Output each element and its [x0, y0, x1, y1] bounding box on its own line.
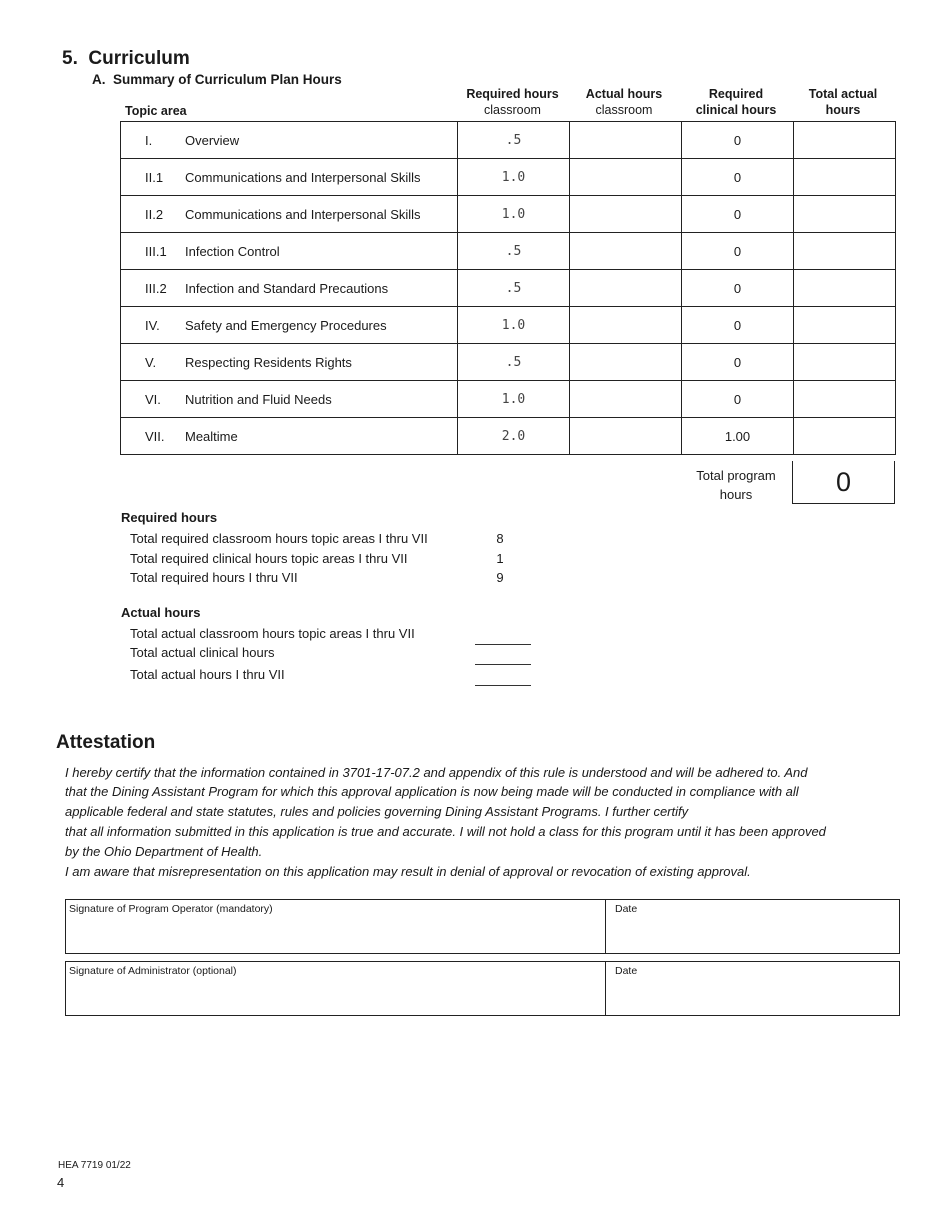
total-program-value[interactable]: 0: [792, 461, 895, 504]
topic-name: Infection and Standard Precautions: [185, 280, 389, 296]
required-classroom-cell[interactable]: .5: [458, 233, 570, 270]
curriculum-row: [121, 344, 896, 381]
curriculum-row: [121, 122, 896, 159]
topic-cell: [121, 418, 458, 455]
operator-date-field[interactable]: Date: [606, 900, 900, 954]
actual-classroom-cell[interactable]: [570, 344, 682, 381]
topic-area-header: Topic area: [125, 104, 187, 118]
actual-classroom-header: Actual hours classroom: [585, 87, 663, 117]
required-clinical-cell[interactable]: 0: [682, 270, 794, 307]
total-actual-cell[interactable]: [794, 307, 896, 344]
topic-name: Overview: [185, 132, 240, 148]
actual-classroom-cell[interactable]: [570, 196, 682, 233]
topic-number: I.: [145, 132, 153, 148]
required-clinical-header: Required clinical hours: [695, 87, 777, 117]
attestation-title: Attestation: [56, 732, 156, 753]
topic-number: II.2: [145, 206, 164, 222]
actual-classroom-cell[interactable]: [570, 307, 682, 344]
act-total-field[interactable]: [475, 685, 531, 686]
required-clinical-cell[interactable]: 0: [682, 196, 794, 233]
total-actual-cell[interactable]: [794, 381, 896, 418]
actual-classroom-cell[interactable]: [570, 233, 682, 270]
required-classroom-cell[interactable]: .5: [458, 270, 570, 307]
curriculum-row: [121, 270, 896, 307]
page-number: 4: [57, 1175, 65, 1190]
operator-signature-field[interactable]: Signature of Program Operator (mandatory): [66, 900, 606, 954]
act-classroom-field[interactable]: [475, 644, 531, 645]
topic-name: Mealtime: [185, 428, 238, 444]
required-classroom-cell[interactable]: .5: [458, 122, 570, 159]
total-actual-cell[interactable]: [794, 159, 896, 196]
actual-classroom-cell[interactable]: [570, 270, 682, 307]
curriculum-row: [121, 307, 896, 344]
total-actual-header: Total actual hours: [808, 87, 878, 117]
required-classroom-cell[interactable]: 1.0: [458, 307, 570, 344]
total-actual-cell[interactable]: [794, 233, 896, 270]
act-classroom-label: Total actual classroom hours topic areas I thru VII: [130, 626, 415, 641]
form-code: HEA 7719 01/22: [58, 1160, 131, 1171]
subsection-title: A. Summary of Curriculum Plan Hours: [92, 72, 342, 87]
topic-number: IV.: [145, 317, 160, 333]
topic-cell: [121, 381, 458, 418]
act-clinical-field[interactable]: [475, 664, 531, 665]
total-actual-cell[interactable]: [794, 122, 896, 159]
req-classroom-value: 8: [496, 531, 504, 546]
required-clinical-cell[interactable]: 0: [682, 381, 794, 418]
attestation-line: that all information submitted in this application is true and accurate. I will not hold a class for this program until it has been approved: [65, 824, 826, 839]
topic-number: VII.: [145, 428, 165, 444]
attestation-line: applicable federal and state statutes, rules and policies governing Dining Assistant Programs. I further certify: [65, 804, 689, 819]
act-clinical-label: Total actual clinical hours: [130, 645, 275, 660]
actual-classroom-cell[interactable]: [570, 122, 682, 159]
admin-signature-field[interactable]: Signature of Administrator (optional): [66, 962, 606, 1016]
required-clinical-cell[interactable]: 0: [682, 344, 794, 381]
section-title: 5. Curriculum: [62, 48, 190, 69]
topic-name: Nutrition and Fluid Needs: [185, 391, 332, 407]
topic-cell: [121, 159, 458, 196]
req-clinical-value: 1: [496, 551, 504, 566]
total-actual-cell[interactable]: [794, 270, 896, 307]
required-classroom-cell[interactable]: 1.0: [458, 159, 570, 196]
total-program-label: Total program hours: [696, 468, 776, 502]
attestation-line: that the Dining Assistant Program for which this approval application is now being made will be conducted in compliance with all: [65, 784, 799, 799]
curriculum-row: [121, 381, 896, 418]
curriculum-row: [121, 159, 896, 196]
topic-number: VI.: [145, 391, 161, 407]
actual-hours-title: Actual hours: [121, 605, 201, 620]
curriculum-row: [121, 233, 896, 270]
req-classroom-label: Total required classroom hours topic areas I thru VII: [130, 531, 428, 546]
actual-classroom-cell[interactable]: [570, 159, 682, 196]
topic-cell: [121, 270, 458, 307]
required-clinical-cell[interactable]: 0: [682, 159, 794, 196]
required-clinical-cell[interactable]: 0: [682, 307, 794, 344]
topic-number: V.: [145, 354, 157, 370]
topic-name: Communications and Interpersonal Skills: [185, 206, 421, 222]
topic-cell: [121, 122, 458, 159]
total-actual-cell[interactable]: [794, 196, 896, 233]
attestation-line: by the Ohio Department of Health.: [65, 844, 263, 859]
topic-cell: [121, 233, 458, 270]
required-clinical-cell[interactable]: 0: [682, 122, 794, 159]
topic-number: III.2: [145, 280, 167, 296]
attestation-line: I hereby certify that the information contained in 3701-17-07.2 and appendix of this rule is understood and will be adhered to. And: [65, 765, 808, 780]
act-total-label: Total actual hours I thru VII: [130, 667, 285, 682]
admin-signature-box: [65, 961, 900, 1016]
required-classroom-cell[interactable]: 1.0: [458, 381, 570, 418]
required-classroom-cell[interactable]: 2.0: [458, 418, 570, 455]
req-clinical-label: Total required clinical hours topic areas I thru VII: [130, 551, 408, 566]
topic-name: Safety and Emergency Procedures: [185, 317, 387, 333]
req-total-label: Total required hours I thru VII: [130, 570, 298, 585]
curriculum-row: [121, 418, 896, 455]
total-actual-cell[interactable]: [794, 418, 896, 455]
required-classroom-header: Required hours classroom: [466, 87, 559, 117]
topic-number: III.1: [145, 243, 167, 259]
operator-signature-box: [65, 899, 900, 954]
topic-cell: [121, 344, 458, 381]
actual-classroom-cell[interactable]: [570, 381, 682, 418]
topic-cell: [121, 196, 458, 233]
req-total-value: 9: [496, 570, 504, 585]
total-actual-cell[interactable]: [794, 344, 896, 381]
admin-date-field[interactable]: Date: [606, 962, 900, 1016]
topic-number: II.1: [145, 169, 164, 185]
required-clinical-cell[interactable]: 1.00: [682, 418, 794, 455]
curriculum-row: [121, 196, 896, 233]
required-classroom-cell[interactable]: 1.0: [458, 196, 570, 233]
topic-name: Respecting Residents Rights: [185, 354, 352, 370]
actual-classroom-cell[interactable]: [570, 418, 682, 455]
required-clinical-cell[interactable]: 0: [682, 233, 794, 270]
curriculum-table: [120, 121, 896, 455]
topic-cell: [121, 307, 458, 344]
topic-name: Infection Control: [185, 243, 280, 259]
topic-name: Communications and Interpersonal Skills: [185, 169, 421, 185]
required-classroom-cell[interactable]: .5: [458, 344, 570, 381]
required-hours-title: Required hours: [121, 510, 218, 525]
attestation-line: I am aware that misrepresentation on this application may result in denial of approval or revocation of existing approval.: [65, 864, 751, 879]
